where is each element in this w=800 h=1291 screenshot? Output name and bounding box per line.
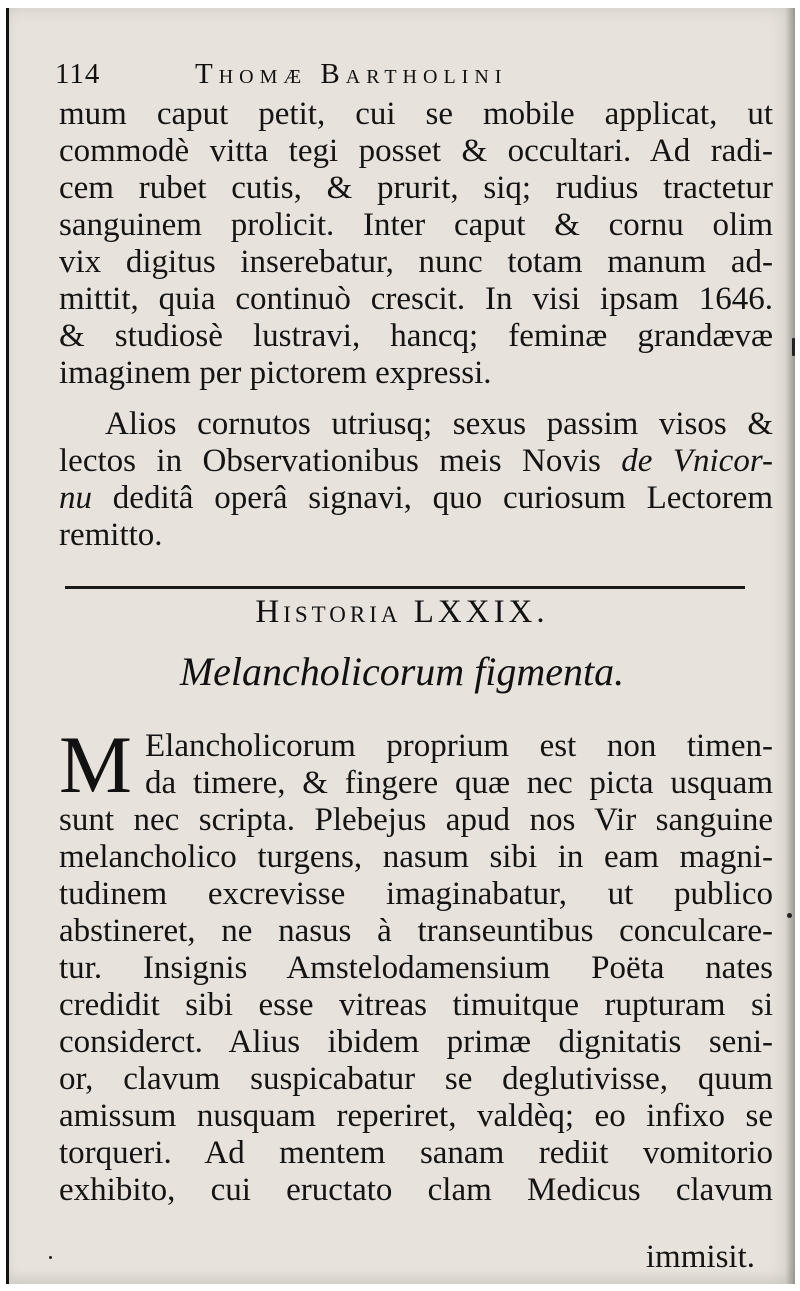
text-line (59, 480, 773, 517)
ink-speck (787, 913, 792, 918)
text-span: deditâ operâ signavi, quo curiosum Lectorem (92, 480, 773, 516)
running-head (55, 58, 775, 98)
page-number: 114 (55, 58, 101, 90)
drop-cap-lines (145, 728, 773, 802)
running-head-title: Thomæ Bartholini (195, 58, 508, 90)
italic-title-span: nu (59, 480, 92, 516)
text-line: abstineret, ne nasus à transeuntibus conculcare- (59, 913, 773, 949)
ink-speck (792, 338, 795, 356)
text-line: & studiosè lustravi, hancq; feminæ grandævæ (59, 318, 773, 354)
section-heading: Historia LXXIX. (255, 594, 549, 630)
drop-cap: M (59, 719, 132, 810)
text-line: cem rubet cutis, & prurit, siq; rudius tractetur (59, 170, 773, 206)
ink-speck (49, 1256, 52, 1259)
page-edge-shadow (785, 8, 795, 1284)
drop-cap-block (59, 719, 773, 810)
text-line: sanguinem prolicit. Inter caput & cornu olim (59, 207, 773, 243)
text-line: tudinem excrevisse imaginabatur, ut publico (59, 876, 773, 912)
text-line: Elancholicorum proprium est non timen- (145, 728, 773, 764)
reference-paragraph (59, 406, 773, 554)
text-line: or, clavum suspicabatur se deglutivisse, quum (59, 1061, 773, 1097)
section-title: Melancholicorum figmenta. (179, 649, 625, 694)
text-line: tur. Insignis Amstelodamensium Poëta nates (59, 950, 773, 986)
book-page (6, 8, 795, 1284)
section-body (59, 719, 773, 1209)
text-span: lectos in Observationibus meis Novis (59, 443, 622, 479)
text-line: credidit sibi esse vitreas timuitque rupturam si (59, 987, 773, 1023)
text-line: mum caput petit, cui se mobile applicat, ut (59, 96, 773, 132)
text-line: vix digitus inserebatur, nunc totam manum ad- (59, 244, 773, 280)
text-line: amissum nusquam reperiret, valdèq; eo infixo se (59, 1098, 773, 1134)
text-line: torqueri. Ad mentem sanam rediit vomitorio (59, 1135, 773, 1171)
catchword: immisit. (645, 1239, 755, 1275)
text-line: da timere, & fingere quæ nec picta usquam (145, 765, 773, 801)
text-line: exhibito, cui eructato clam Medicus clavum (59, 1172, 773, 1208)
text-line (59, 443, 773, 480)
text-line: melancholico turgens, nasum sibi in eam magni- (59, 839, 773, 875)
text-line: commodè vitta tegi posset & occultari. Ad radi- (59, 133, 773, 169)
text-line: considerct. Alius ibidem primæ dignitatis seni- (59, 1024, 773, 1060)
text-line: Alios cornutos utriusq; sexus passim visos & (105, 406, 773, 442)
text-line: mittit, quia continuò crescit. In visi ipsam 1646. (59, 281, 773, 317)
italic-title-span: de Vnicor- (621, 443, 773, 479)
text-line: sunt nec scripta. Plebejus apud nos Vir sanguine (59, 802, 773, 838)
section-divider (65, 586, 745, 589)
continued-paragraph (59, 96, 773, 392)
text-line: imaginem per pictorem expressi. (59, 355, 492, 391)
text-line: remitto. (59, 517, 163, 553)
